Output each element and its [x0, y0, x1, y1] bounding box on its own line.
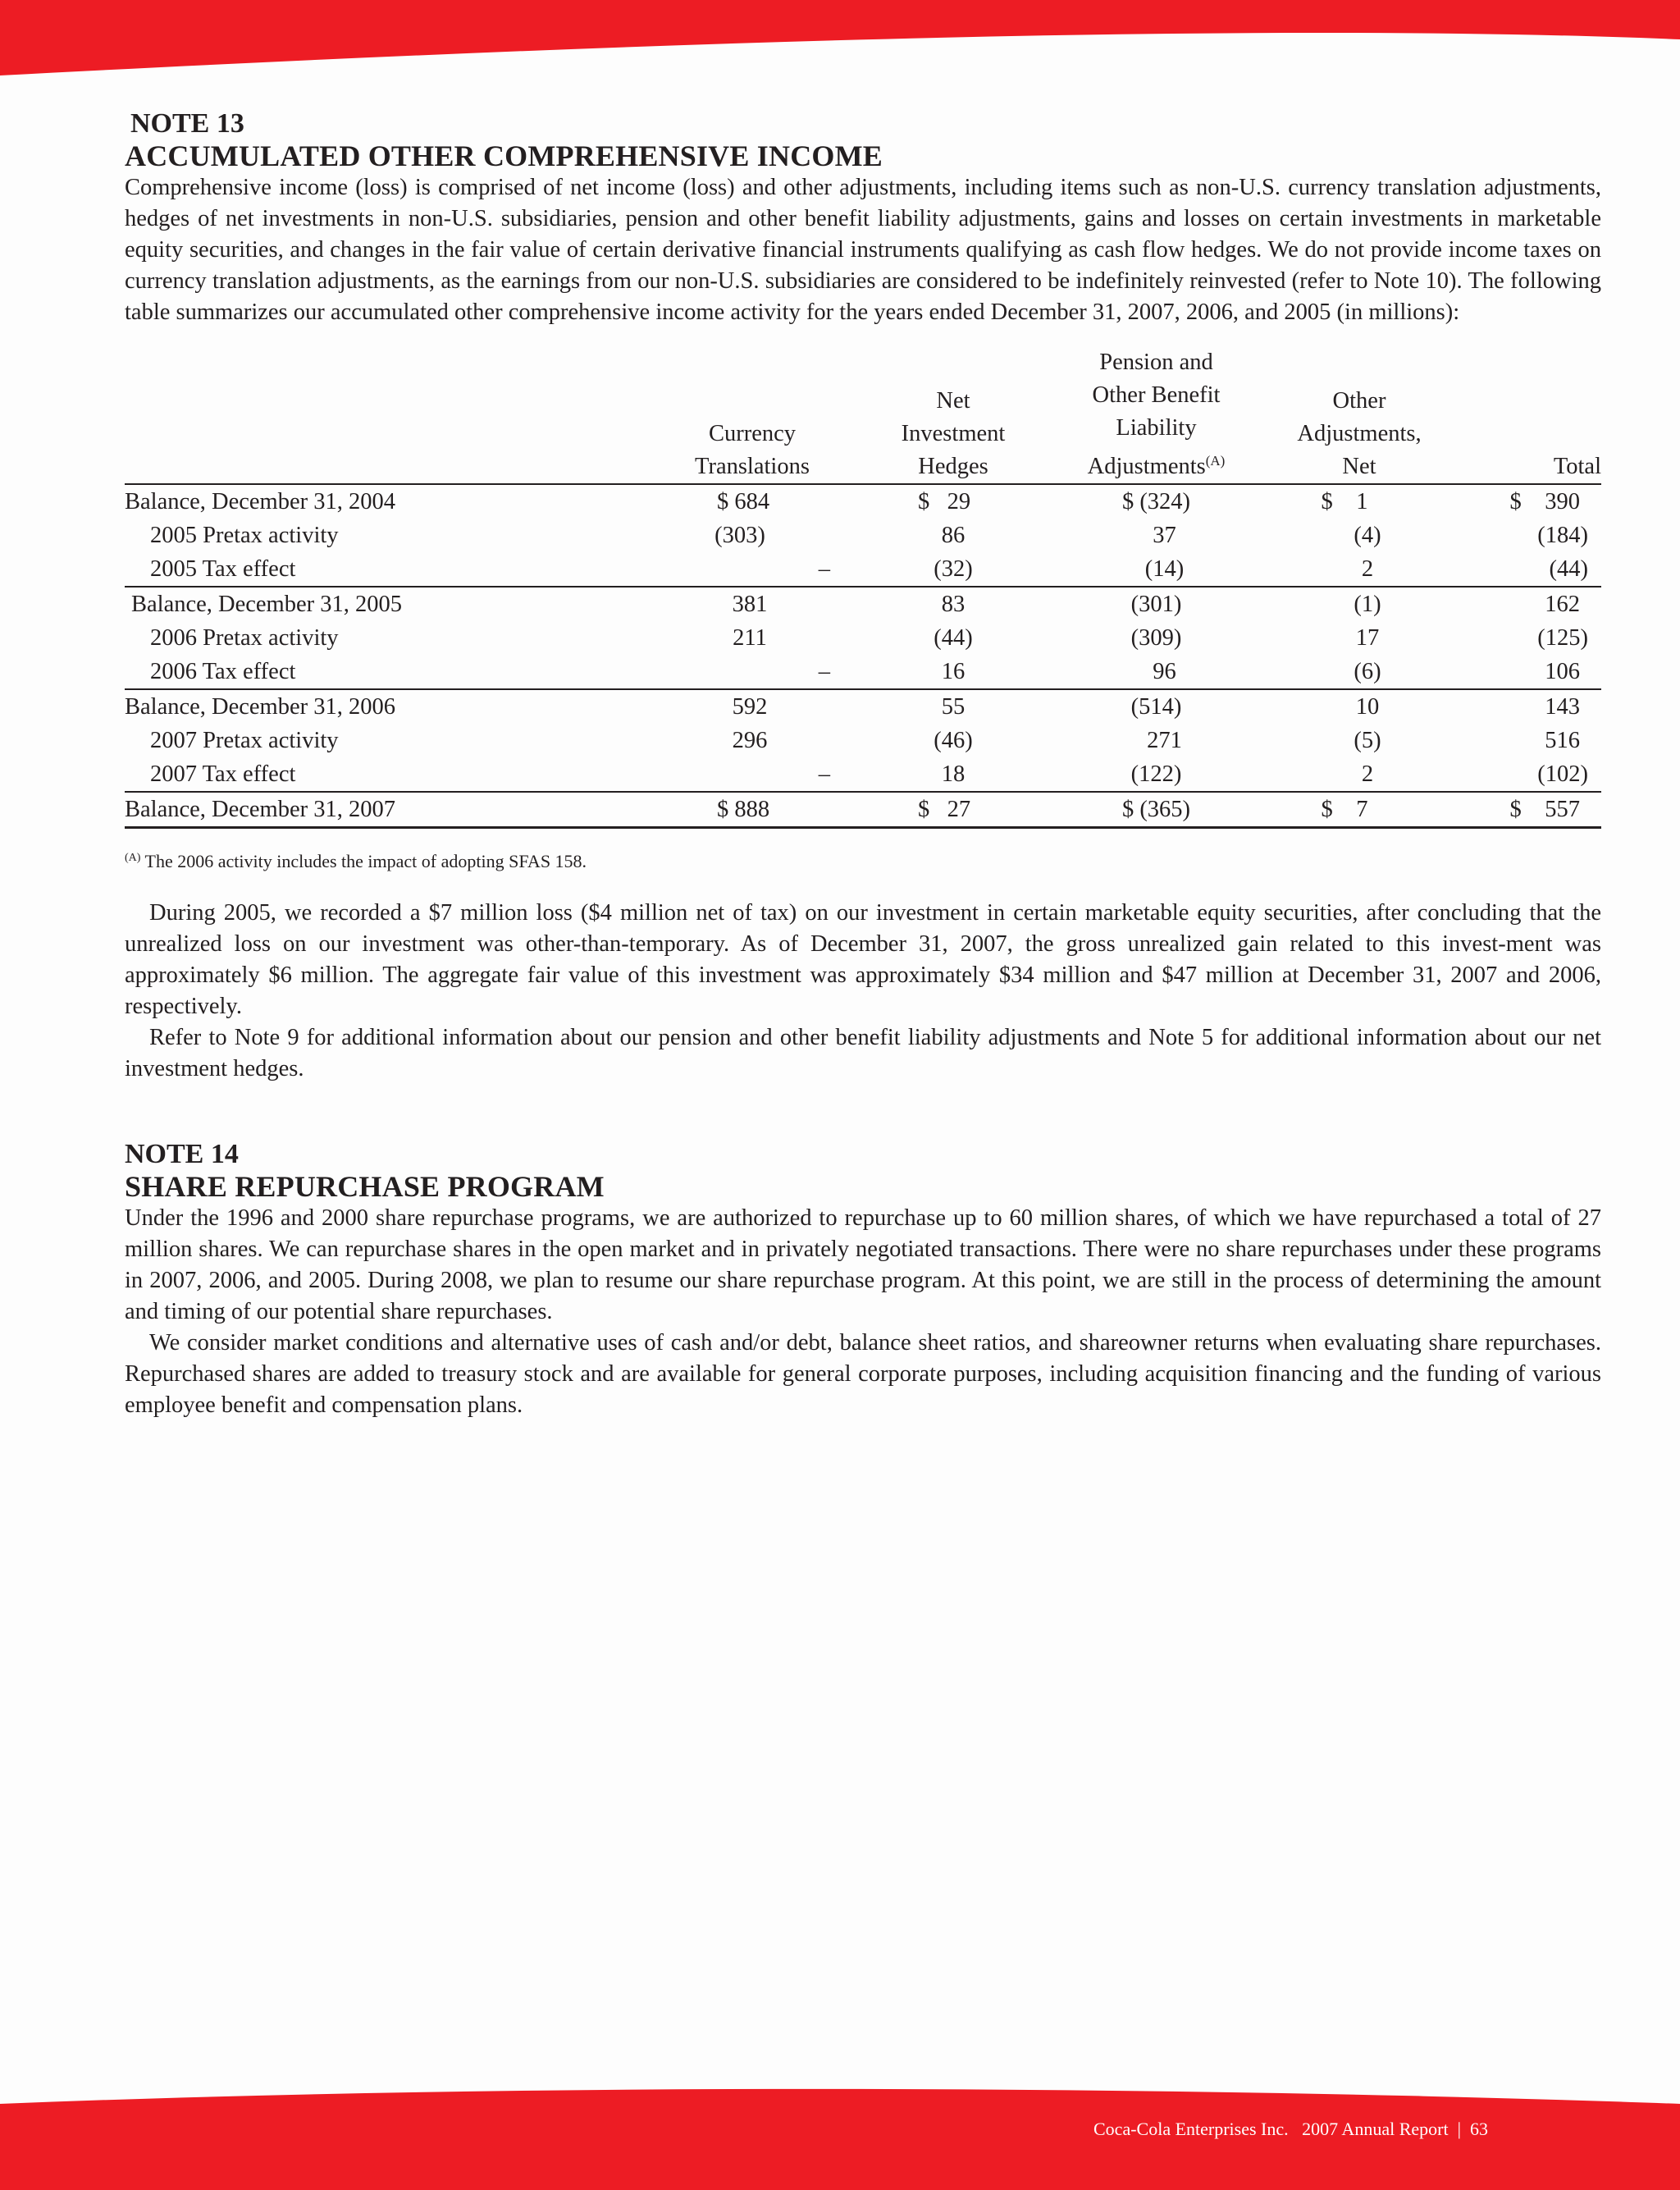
- cell-pension: $ (365): [1052, 792, 1261, 828]
- note-13-paragraph-2: During 2005, we recorded a $7 million loss ($4 million net of tax) on our investment in certain marketable equity securities, after concluding that the unrealized loss on our investment was other-than-temporary. As of December 31, 2007, the gross unrealized gain related to this invest-ment was approximately $6 million. The aggregate fair value of this investment was approximately $34 million and $47 million at December 31, 2007 and 2006, respectively.: [125, 900, 1601, 1019]
- note-14-paragraph-2: We consider market conditions and alternative uses of cash and/or debt, balance sheet ratios, and shareowner returns when evaluating share repurchases. Repurchased shares are added to treasury stock and are available for general corporate purposes, including acquisition financing and the funding of various employee benefit and compensation plans.: [125, 1330, 1601, 1418]
- cell-currency: –: [818, 761, 830, 787]
- row-label: 2006 Tax effect: [150, 658, 296, 684]
- header-other-line1: Other: [1332, 388, 1386, 414]
- cell-pension: (514): [1052, 689, 1261, 724]
- header-hedges-line3: Hedges: [918, 454, 988, 479]
- cell-pension: 96: [1153, 658, 1176, 684]
- top-decorative-band: [0, 0, 1680, 90]
- cell-total: 106: [1545, 658, 1580, 684]
- cell-other: 17: [1355, 624, 1380, 651]
- cell-currency: –: [818, 658, 830, 684]
- cell-other: 2: [1361, 556, 1374, 582]
- cell-hedges: (46): [934, 727, 973, 753]
- cell-currency: 211: [733, 624, 767, 651]
- cell-total: 143: [1458, 689, 1601, 724]
- cell-other: (5): [1354, 727, 1381, 753]
- cell-other: 2: [1361, 761, 1374, 787]
- cell-other: $ 7: [1261, 792, 1458, 828]
- cell-pension: (122): [1130, 761, 1182, 787]
- header-currency-line2: Translations: [695, 454, 810, 479]
- cell-hedges: 18: [941, 761, 966, 787]
- row-label: Balance, December 31, 2006: [125, 689, 650, 724]
- cell-hedges: $ 27: [855, 792, 1052, 828]
- header-pension-line4-text: Adjustments: [1087, 454, 1206, 479]
- cell-pension: (301): [1052, 587, 1261, 621]
- row-label: Balance, December 31, 2007: [125, 792, 650, 828]
- cell-total: (102): [1537, 761, 1588, 787]
- table-header-row: [125, 346, 1601, 484]
- note-14-paragraph-1: Under the 1996 and 2000 share repurchase programs, we are authorized to repurchase up to 60 million shares, of which we have repurchased a total of 27 million shares. We can repurchase shares in the open market and in privately negotiated transactions. There were no share repurchases under these programs in 2007, 2006, and 2005. During 2008, we plan to resume our share repurchase program. At this point, we are still in the process of determining the amount and timing of our potential share repurchases.: [125, 1205, 1601, 1324]
- header-currency-translations: [650, 346, 855, 484]
- cell-currency: –: [818, 556, 830, 582]
- note-14-section: [125, 1139, 1601, 1421]
- cell-total: $ 390: [1509, 488, 1580, 514]
- cell-pension: (14): [1144, 556, 1185, 582]
- cell-other: (4): [1354, 522, 1381, 548]
- footer-page-number: 63: [1469, 2119, 1488, 2139]
- cell-pension: (309): [1130, 624, 1182, 651]
- cell-hedges: 83: [855, 587, 1052, 621]
- aoci-table: [125, 346, 1601, 829]
- header-label-blank: [125, 346, 650, 484]
- header-pension-line2: Other Benefit: [1092, 382, 1221, 408]
- note-14-title: SHARE REPURCHASE PROGRAM: [125, 1170, 605, 1203]
- cell-other: (6): [1354, 658, 1381, 684]
- cell-hedges: $ 29: [917, 488, 971, 514]
- note-14-number: NOTE 14: [125, 1139, 239, 1169]
- header-hedges-line2: Investment: [901, 421, 1006, 446]
- header-hedges-line1: Net: [936, 388, 970, 414]
- table-row: [125, 757, 1601, 792]
- footer-company: Coca-Cola Enterprises Inc.: [1093, 2119, 1289, 2139]
- table-row: [125, 587, 1601, 621]
- cell-pension: 37: [1153, 522, 1176, 548]
- note-13-number: NOTE 13: [130, 108, 244, 139]
- cell-hedges: (44): [934, 624, 973, 651]
- cell-pension: 271: [1147, 727, 1182, 753]
- note-13-section: [125, 108, 1601, 1085]
- footer-report: 2007 Annual Report: [1302, 2119, 1449, 2139]
- table-row: [125, 484, 1601, 519]
- row-label: Balance, December 31, 2004: [125, 488, 395, 514]
- cell-hedges: 16: [941, 658, 966, 684]
- cell-total: (44): [1549, 556, 1588, 582]
- row-label: 2005 Pretax activity: [150, 522, 339, 548]
- header-pension-line4: [1052, 445, 1261, 483]
- table-row: [125, 621, 1601, 655]
- table-row: [125, 655, 1601, 689]
- table-footnote: [125, 847, 1601, 873]
- cell-total: 162: [1458, 587, 1601, 621]
- cell-hedges: 86: [941, 522, 966, 548]
- header-currency-line1: Currency: [708, 421, 797, 446]
- cell-currency: 381: [650, 587, 855, 621]
- cell-hedges: 55: [855, 689, 1052, 724]
- header-other-adjustments: [1261, 346, 1458, 484]
- row-label: 2005 Tax effect: [150, 556, 296, 582]
- note-13-intro-paragraph: Comprehensive income (loss) is comprised of net income (loss) and other adjustments, including items such as non-U.S. currency translation adjustments, hedges of net investments in non-U.S. subsidiaries, pension and other benefit liability adjustments, gains and losses on certain investments in marketable equity securities, and changes in the fair value of certain derivative financial instruments qualifying as cash flow hedges. We do not provide income taxes on currency translation adjustments, as the earnings from our non-U.S. subsidiaries are considered to be indefinitely reinvested (refer to Note 10). The following table summarizes our accumulated other comprehensive income activity for the years ended December 31, 2007, 2006, and 2005 (in millions):: [125, 175, 1601, 325]
- cell-other: 10: [1261, 689, 1458, 724]
- cell-total: 516: [1545, 727, 1580, 753]
- header-pension-line3: Liability: [1116, 415, 1197, 441]
- note-13-paragraph-3: Refer to Note 9 for additional information about our pension and other benefit liability adjustments and Note 5 for additional information about our net investment hedges.: [125, 1025, 1601, 1081]
- cell-currency: 592: [650, 689, 855, 724]
- cell-other: $ 1: [1321, 488, 1368, 514]
- cell-currency: 296: [732, 727, 768, 753]
- table-row: [125, 724, 1601, 757]
- table-row: [125, 792, 1601, 828]
- cell-pension: $ (324): [1121, 488, 1191, 514]
- cell-total: (125): [1537, 624, 1588, 651]
- cell-total: (184): [1537, 522, 1588, 548]
- cell-currency: $ 684: [716, 488, 770, 514]
- table-row: [125, 519, 1601, 552]
- footer-separator: |: [1457, 2119, 1461, 2139]
- footnote-marker: (A): [1205, 453, 1226, 469]
- cell-other: (1): [1261, 587, 1458, 621]
- row-label: 2007 Tax effect: [150, 761, 296, 787]
- cell-hedges: (32): [934, 556, 973, 582]
- header-pension-line1: Pension and: [1099, 350, 1213, 375]
- footnote-text: The 2006 activity includes the impact of adopting SFAS 158.: [140, 851, 587, 871]
- page-footer: [1093, 2117, 1586, 2142]
- cell-currency: (303): [714, 522, 765, 548]
- table-row: [125, 689, 1601, 724]
- row-label: 2007 Pretax activity: [150, 727, 339, 753]
- header-pension-adjustments: [1052, 346, 1261, 484]
- header-total: [1458, 346, 1601, 484]
- note-13-title: ACCUMULATED OTHER COMPREHENSIVE INCOME: [125, 139, 883, 172]
- row-label: 2006 Pretax activity: [150, 624, 339, 651]
- table-row: [125, 552, 1601, 587]
- header-other-line3: Net: [1342, 454, 1376, 479]
- cell-currency: $ 888: [650, 792, 855, 828]
- cell-total: $ 557: [1458, 792, 1601, 828]
- header-total-text: Total: [1553, 454, 1601, 479]
- footnote-marker: (A): [125, 852, 141, 864]
- header-net-investment-hedges: [855, 346, 1052, 484]
- row-label: Balance, December 31, 2005: [125, 587, 650, 621]
- header-other-line2: Adjustments,: [1297, 421, 1422, 446]
